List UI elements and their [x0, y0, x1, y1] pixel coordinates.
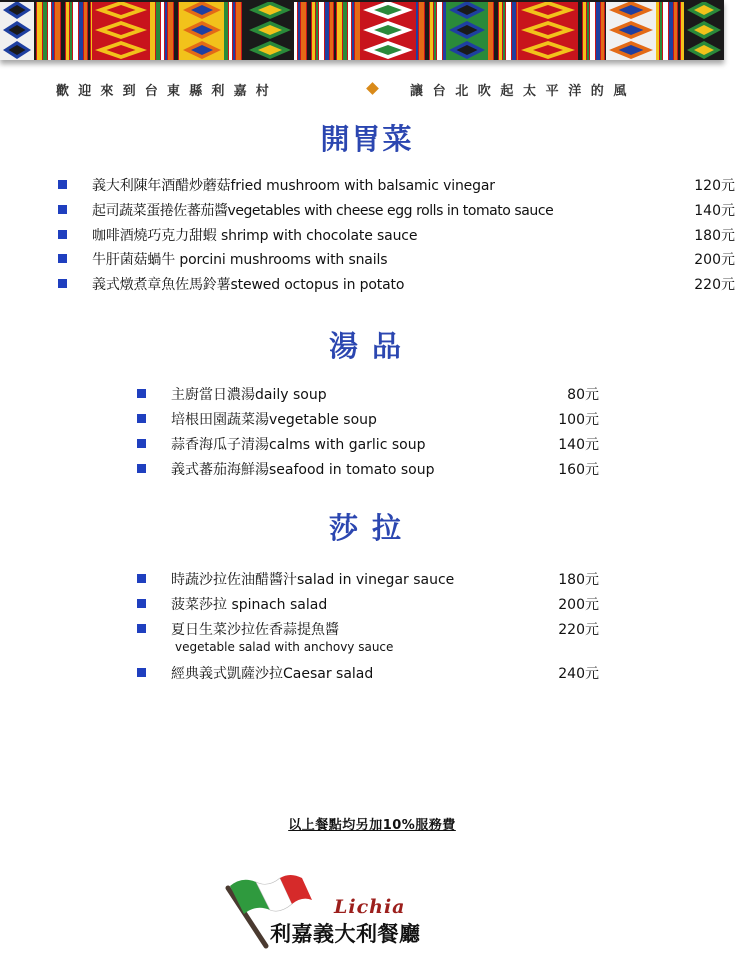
- menu-item-price: 240元: [558, 666, 599, 682]
- menu-item-name: 義式燉煮章魚佐馬鈴薯stewed octopus in potato: [92, 277, 405, 293]
- menu-item-price: 220元: [694, 277, 735, 293]
- brand-name-english: Lichia: [334, 896, 406, 918]
- menu-item-name: 起司蔬菜蛋捲佐蕃茄醬vegetables with cheese egg rolls in tomato sauce: [92, 203, 554, 219]
- square-bullet-icon: [137, 624, 146, 633]
- service-charge-note: 以上餐點均另加10%服務費: [288, 818, 456, 833]
- menu-item-name: 主廚當日濃湯daily soup: [171, 387, 327, 403]
- menu-item-price: 80元: [567, 387, 599, 403]
- menu-item-price: 140元: [694, 203, 735, 219]
- square-bullet-icon: [58, 205, 67, 214]
- section-title-soups: 湯品: [328, 329, 415, 363]
- menu-item-name: 牛肝菌菇蝸牛 porcini mushrooms with snails: [92, 252, 388, 268]
- menu-item-name: 培根田園蔬菜湯vegetable soup: [171, 412, 377, 428]
- menu-item-price: 120元: [694, 178, 735, 194]
- menu-item-name: 義式蕃茄海鮮湯seafood in tomato soup: [171, 462, 435, 478]
- section-title-salads: 莎拉: [328, 511, 415, 545]
- menu-item-name: 蒜香海瓜子清湯calms with garlic soup: [171, 437, 426, 453]
- square-bullet-icon: [58, 180, 67, 189]
- menu-item-price: 200元: [694, 252, 735, 268]
- menu-item-price: 180元: [558, 572, 599, 588]
- square-bullet-icon: [137, 389, 146, 398]
- slogan: [0, 80, 724, 100]
- square-bullet-icon: [58, 230, 67, 239]
- menu-item-subline: vegetable salad with anchovy sauce: [175, 640, 394, 654]
- square-bullet-icon: [137, 464, 146, 473]
- section-title-appetizers: 開胃菜: [320, 122, 414, 156]
- menu-item-price: 100元: [558, 412, 599, 428]
- menu-item-price: 180元: [694, 228, 735, 244]
- menu-item-price: 160元: [558, 462, 599, 478]
- square-bullet-icon: [137, 574, 146, 583]
- menu-item-price: 140元: [558, 437, 599, 453]
- slogan-right: 讓台北吹起太平洋的風: [410, 84, 637, 99]
- menu-item-name: 咖啡酒燒巧克力甜蝦 shrimp with chocolate sauce: [92, 228, 418, 244]
- menu-item-name: 經典義式凱薩沙拉Caesar salad: [171, 666, 374, 682]
- square-bullet-icon: [58, 254, 67, 263]
- brand-name-chinese: 利嘉義大利餐廳: [270, 921, 421, 946]
- square-bullet-icon: [137, 414, 146, 423]
- square-bullet-icon: [137, 668, 146, 677]
- menu-item-name: 菠菜莎拉 spinach salad: [171, 597, 328, 613]
- tribal-pattern-banner: [0, 0, 724, 60]
- menu-item-name: 夏日生菜沙拉佐香蒜提魚醬: [171, 622, 339, 638]
- restaurant-logo: [222, 870, 512, 950]
- menu-item-price: 200元: [558, 597, 599, 613]
- diamond-icon: [366, 82, 379, 95]
- slogan-left: 歡迎來到台東縣利嘉村: [56, 84, 279, 99]
- square-bullet-icon: [58, 279, 67, 288]
- menu-item-price: 220元: [558, 622, 599, 638]
- menu-item-name: 時蔬沙拉佐油醋醬汁salad in vinegar sauce: [171, 572, 455, 588]
- menu-item-name: 義大利陳年酒醋炒蘑菇fried mushroom with balsamic vinegar: [92, 178, 495, 194]
- square-bullet-icon: [137, 439, 146, 448]
- square-bullet-icon: [137, 599, 146, 608]
